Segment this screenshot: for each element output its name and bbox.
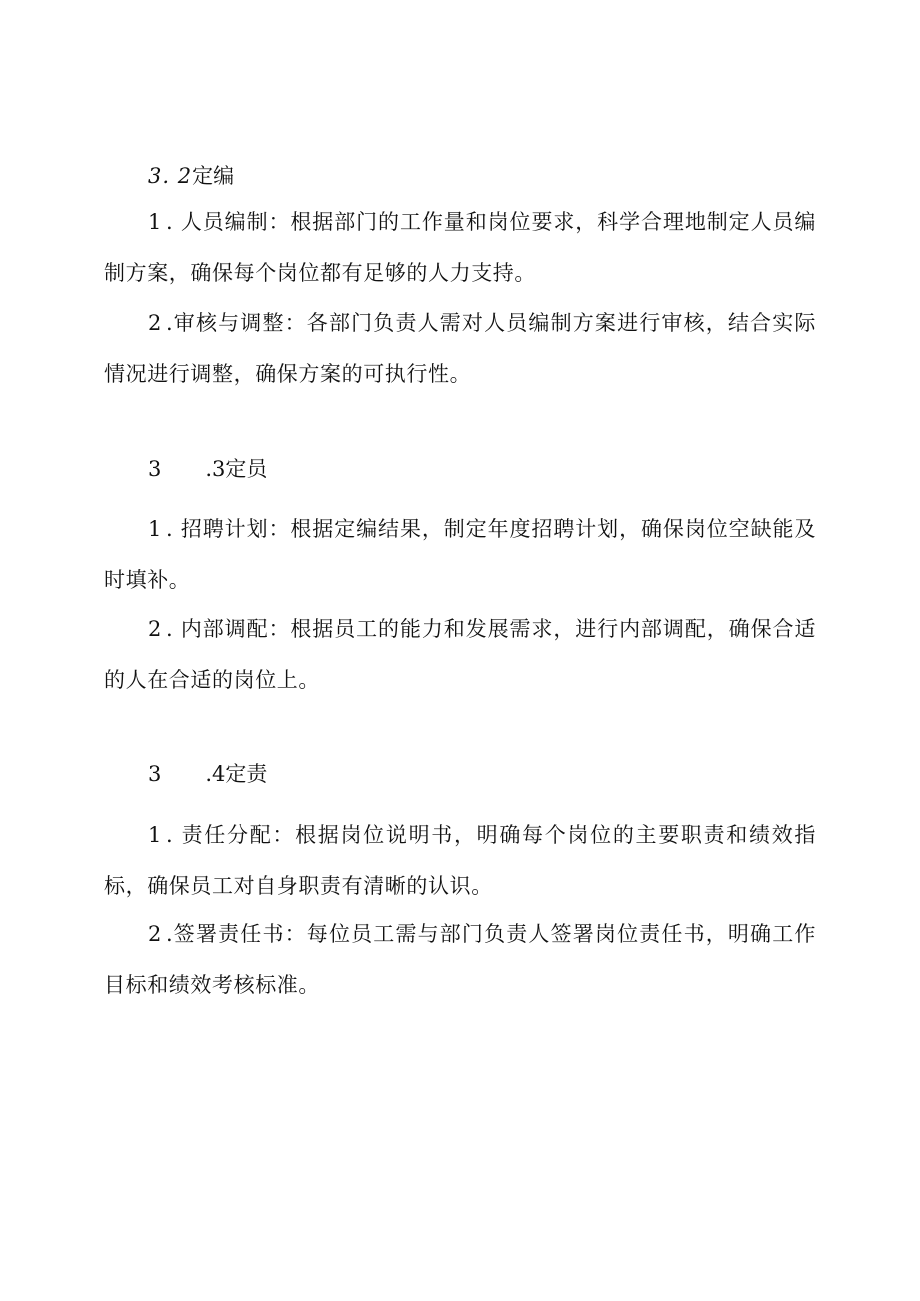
item-text: . 人员编制：根据部门的工作量和岗位要求，科学合理地制定人员编制方案，确保每个岗位都有足够的人力支持。 — [104, 210, 816, 285]
section-title: .4定责 — [205, 762, 268, 786]
paragraph — [104, 810, 816, 912]
paragraph — [104, 504, 816, 606]
item-number: 1 — [148, 210, 162, 234]
paragraph — [104, 298, 816, 400]
item-text: . 内部调配：根据员工的能力和发展需求，进行内部调配，确保合适的人在合适的岗位上。 — [104, 617, 816, 692]
paragraph — [104, 604, 816, 706]
section-number: 3 — [148, 762, 162, 786]
section-heading-3-4 — [148, 760, 267, 788]
section-title: .3定员 — [205, 457, 268, 481]
paragraph — [104, 909, 816, 1011]
item-number: 2 — [148, 311, 162, 335]
item-text: . 招聘计划：根据定编结果，制定年度招聘计划，确保岗位空缺能及时填补。 — [104, 517, 816, 592]
item-text: .签署责任书：每位员工需与部门负责人签署岗位责任书，明确工作目标和绩效考核标准。 — [104, 922, 816, 997]
section-title: 定编 — [192, 164, 235, 188]
item-number: 1 — [148, 517, 162, 541]
item-text: .审核与调整：各部门负责人需对人员编制方案进行审核，结合实际情况进行调整，确保方案的可执行性。 — [104, 311, 816, 386]
item-number: 2 — [148, 922, 162, 946]
section-number: 3. 2 — [148, 164, 193, 188]
item-number: 1 — [148, 823, 162, 847]
section-heading-3-3 — [148, 455, 267, 483]
section-heading-3-2 — [148, 162, 234, 190]
section-number: 3 — [148, 457, 162, 481]
item-number: 2 — [148, 617, 162, 641]
item-text: . 责任分配：根据岗位说明书，明确每个岗位的主要职责和绩效指标，确保员工对自身职责有清晰的认识。 — [104, 823, 816, 898]
paragraph — [104, 197, 816, 299]
